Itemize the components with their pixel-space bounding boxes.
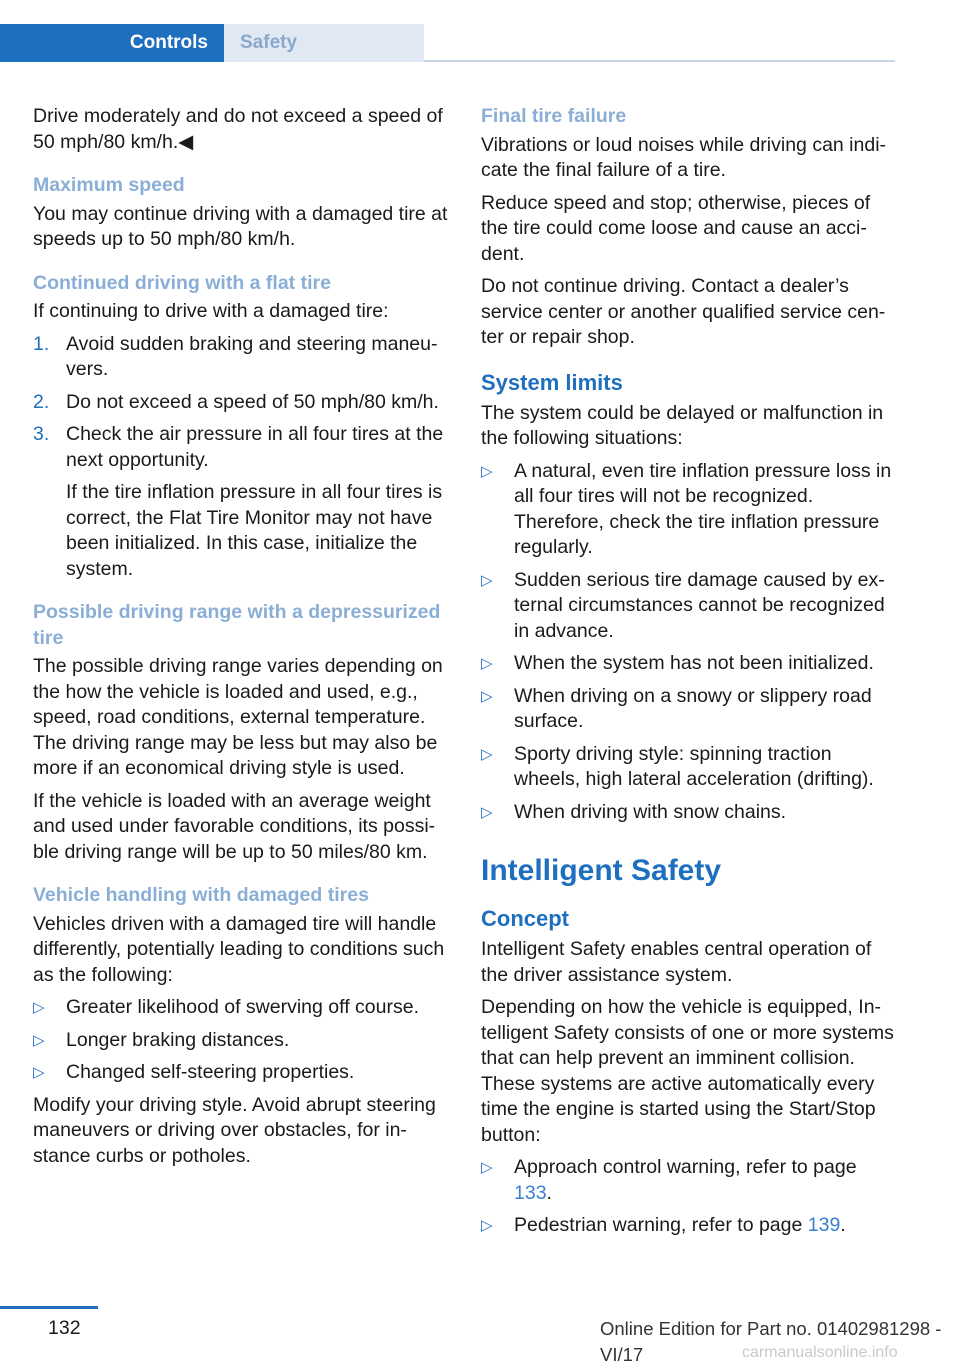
- section-tab-controls: Controls: [0, 24, 224, 62]
- list-item: ▷ Sudden serious tire damage caused by external circumstances cannot be recognized in advance.: [481, 568, 885, 642]
- max-speed-heading: Maximum speed: [33, 174, 185, 196]
- list-item: ▷ When driving on a snowy or slippery road surface.: [481, 684, 872, 732]
- concept-heading: Concept: [481, 906, 569, 931]
- max-speed-paragraph: You may continue driving with a damaged tire at speeds up to 50 mph/80 km/h.: [33, 202, 448, 250]
- triangle-bullet-icon: ▷: [481, 571, 493, 589]
- step-text: Avoid sudden braking and steering maneuvers.: [66, 332, 438, 380]
- vehicle-handling-list: [33, 995, 451, 1086]
- page-header: [0, 24, 895, 62]
- vehicle-handling-heading: Vehicle handling with damaged tires: [33, 884, 369, 906]
- step-number: 3.: [33, 423, 50, 445]
- driving-range-heading: Possible driving range with a depressurized tire: [33, 601, 441, 649]
- list-item: ▷ When driving with snow chains.: [481, 800, 897, 826]
- list-item: [33, 390, 451, 416]
- footer-rule: [0, 1306, 98, 1309]
- triangle-bullet-icon: ▷: [33, 999, 45, 1016]
- intelligent-safety-systems-list: [481, 1155, 897, 1239]
- list-item: ▷ When the system has not been initialized.: [481, 651, 897, 677]
- triangle-bullet-icon: ▷: [481, 655, 493, 672]
- triangle-bullet-icon: ▷: [481, 803, 493, 821]
- final-failure-paragraph-3: Do not continue driving. Contact a dealer’s service center or another qualified service center or repair shop.: [481, 275, 886, 348]
- edition-note: Online Edition for Part no. 01402981298 - VI/17: [600, 1318, 942, 1365]
- system-limits-list: [481, 459, 897, 826]
- system-limits-paragraph: The system could be delayed or malfunction in the following situations:: [481, 401, 884, 449]
- step-subtext: If the tire inflation pressure in all four tires is correct, the Flat Tire Monitor may not have been initialized. In this case, initialize the system.: [66, 481, 443, 580]
- triangle-bullet-icon: ▷: [481, 1159, 493, 1176]
- concept-paragraph-2: Depending on how the vehicle is equipped, Intelligent Safety consists of one or more systems that can help prevent an imminent collision. These systems are active automatically every time the engine is started using the Start/Stop button:: [481, 996, 894, 1146]
- final-failure-paragraph-2: Reduce speed and stop; otherwise, pieces of the tire could come loose and cause an accident.: [481, 191, 871, 265]
- header-rule: [424, 60, 895, 62]
- list-item: ▷ Greater likelihood of swerving off course.: [33, 995, 451, 1021]
- driving-range-paragraph-2: If the vehicle is loaded with an average weight and used under favorable conditions, its possible driving range will be up to 50 miles/80 km.: [33, 789, 436, 863]
- vehicle-handling-paragraph: Vehicles driven with a damaged tire will handle differently, potentially leading to conditions such as the following:: [33, 912, 445, 986]
- intelligent-safety-heading: Intelligent Safety: [481, 854, 722, 887]
- final-failure-paragraph-1: Vibrations or loud noises while driving can indicate the final failure of a tire.: [481, 133, 887, 181]
- final-failure-heading: Final tire failure: [481, 105, 627, 127]
- left-column: [33, 104, 451, 1176]
- section-tab-safety: Safety: [224, 24, 424, 62]
- triangle-bullet-icon: ▷: [33, 1031, 45, 1049]
- list-item: [33, 422, 451, 582]
- triangle-bullet-icon: ▷: [481, 1217, 493, 1234]
- triangle-bullet-icon: ▷: [481, 745, 493, 763]
- step-text: Do not exceed a speed of 50 mph/80 km/h.: [66, 390, 439, 413]
- list-item: ▷ Sporty driving style: spinning traction wheels, high lateral acceleration (drifting).: [481, 742, 874, 790]
- vehicle-handling-closing: Modify your driving style. Avoid abrupt steering maneuvers or driving over obstacles, for instance curbs or potholes.: [33, 1093, 436, 1167]
- list-item: ▷ Pedestrian warning, refer to page 139.: [481, 1213, 897, 1239]
- page-link-133[interactable]: 133: [514, 1181, 547, 1204]
- page-number: 132: [48, 1317, 81, 1339]
- watermark: carmanualsonline.info: [742, 1344, 898, 1361]
- step-number: 1.: [33, 332, 50, 355]
- driving-range-paragraph-1: The possible driving range varies depending on the how the vehicle is loaded and used, e.g., speed, road conditions, external temperature. The driving range may be less but may also be more if an economical driving style is used.: [33, 655, 443, 779]
- list-item: ▷ A natural, even tire inflation pressure loss in all four tires will not be recognized. Therefore, check the tire inflation pressure regularly.: [481, 459, 892, 558]
- right-column: [481, 104, 897, 1246]
- list-item: ▷ Changed self-steering properties.: [33, 1060, 451, 1086]
- triangle-bullet-icon: ▷: [33, 1064, 45, 1081]
- list-item: ▷ Longer braking distances.: [33, 1028, 451, 1054]
- flat-tire-paragraph: If continuing to drive with a damaged tire:: [33, 300, 389, 322]
- list-item: [33, 332, 451, 383]
- step-text: Check the air pressure in all four tires at the next opportunity.: [66, 423, 444, 471]
- list-item: ▷ Approach control warning, refer to page 133.: [481, 1156, 857, 1204]
- step-number: 2.: [33, 390, 50, 413]
- page-link-139[interactable]: 139: [807, 1214, 841, 1236]
- triangle-bullet-icon: ▷: [481, 462, 493, 480]
- system-limits-heading: System limits: [481, 369, 623, 395]
- concept-paragraph-1: Intelligent Safety enables central operation of the driver assistance system.: [481, 938, 872, 986]
- flat-tire-steps: [33, 332, 451, 583]
- intro-paragraph: Drive moderately and do not exceed a speed of 50 mph/80 km/h.◀: [33, 105, 443, 153]
- flat-tire-heading: Continued driving with a flat tire: [33, 271, 331, 294]
- triangle-bullet-icon: ▷: [481, 687, 493, 705]
